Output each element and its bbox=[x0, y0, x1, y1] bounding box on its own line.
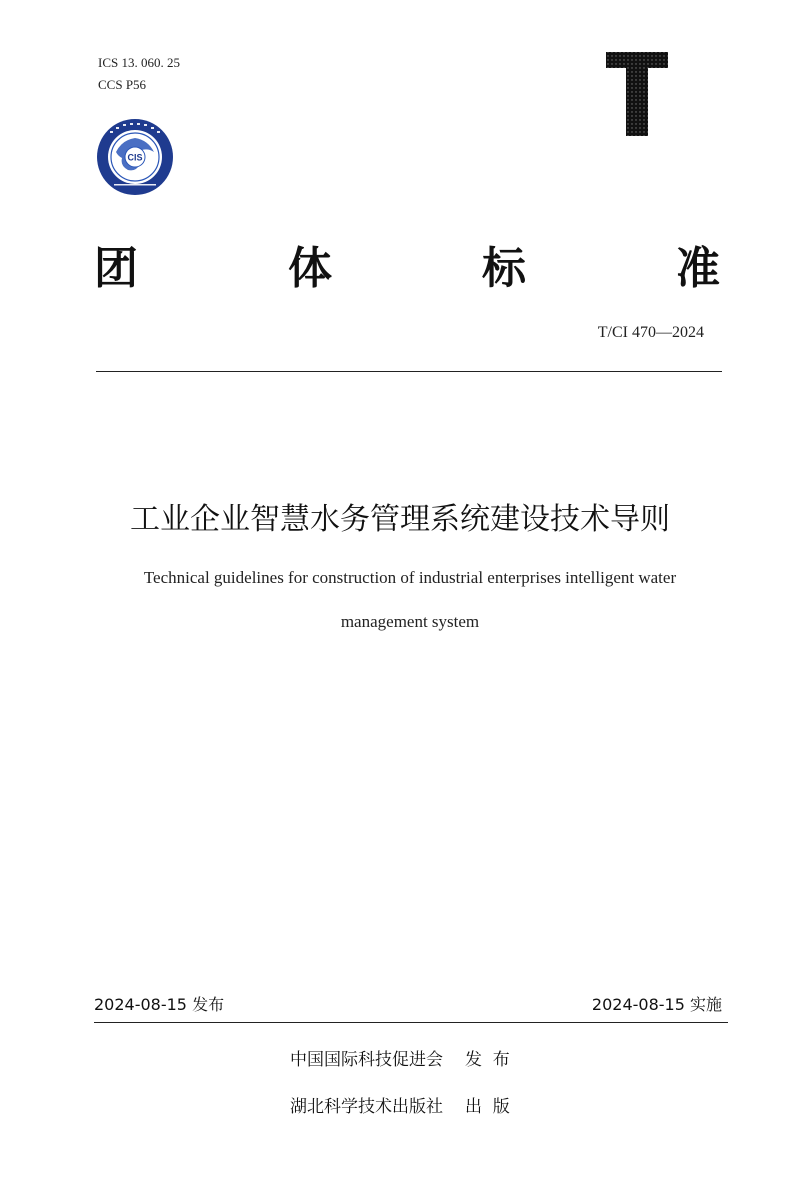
standard-type-t-mark-icon bbox=[606, 50, 668, 138]
bottom-divider bbox=[94, 1022, 728, 1023]
ics-code: ICS 13. 060. 25 bbox=[98, 55, 180, 70]
classification-codes bbox=[98, 52, 180, 96]
issue-date: 2024-08-15 发布 bbox=[94, 995, 225, 1014]
publisher-role: 出 版 bbox=[465, 1097, 510, 1117]
effective-date: 2024-08-15 实施 bbox=[591, 995, 722, 1014]
title-english bbox=[60, 556, 760, 644]
title-english-line-2: management system bbox=[340, 612, 480, 631]
logo-center-text: CIS bbox=[127, 152, 143, 163]
standard-number: T/CI 470—2024 bbox=[597, 324, 704, 341]
publisher-name: 湖北科学技术出版社 bbox=[290, 1097, 443, 1117]
heading-char-4: 准 bbox=[676, 243, 720, 294]
cis-seal-logo-icon bbox=[96, 118, 174, 196]
top-divider bbox=[96, 371, 722, 372]
heading-char-3: 标 bbox=[482, 243, 526, 294]
heading-char-1: 团 bbox=[94, 243, 138, 294]
ccs-code: CCS P56 bbox=[98, 77, 147, 92]
publisher-row bbox=[290, 1045, 510, 1070]
title-chinese: 工业企业智慧水务管理系统建设技术导则 bbox=[130, 502, 670, 537]
publisher-row bbox=[290, 1092, 510, 1117]
title-english-line-1: Technical guidelines for construction of industrial enterprises intelligent water bbox=[143, 568, 677, 587]
heading-char-2: 体 bbox=[288, 243, 332, 294]
standard-category-heading bbox=[94, 232, 720, 296]
publisher-name: 中国国际科技促进会 bbox=[290, 1050, 443, 1070]
publisher-role: 发 布 bbox=[465, 1050, 510, 1070]
